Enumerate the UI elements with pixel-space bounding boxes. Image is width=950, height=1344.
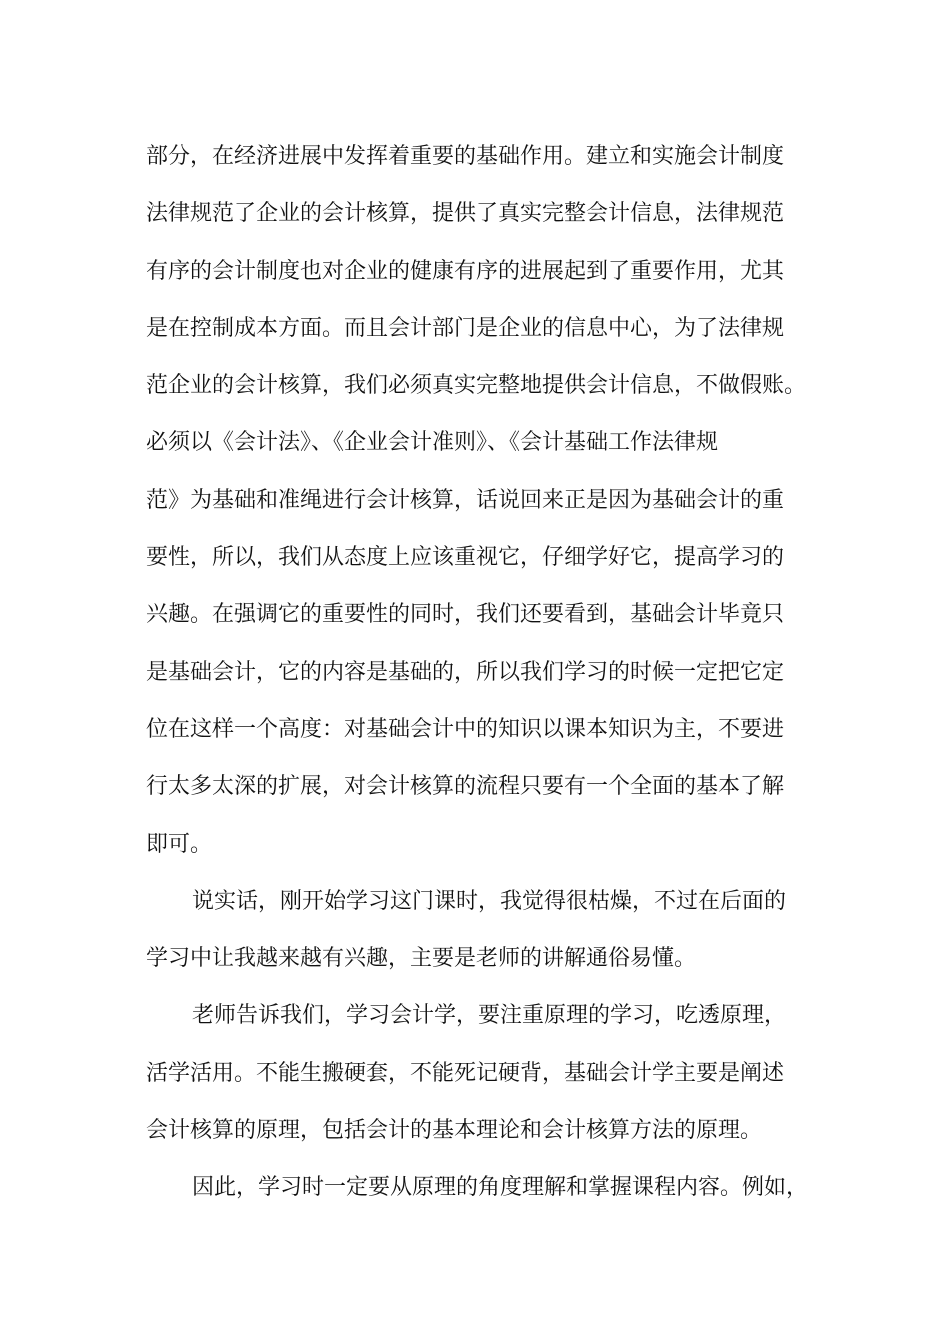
body-text bbox=[146, 128, 826, 1217]
text-line: 要性，所以，我们从态度上应该重视它，仔细学好它，提高学习的 bbox=[146, 545, 785, 571]
text-line: 行太多太深的扩展，对会计核算的流程只要有一个全面的基本了解 bbox=[146, 774, 785, 800]
text-line: 有序的会计制度也对企业的健康有序的进展起到了重要作用，尤其 bbox=[146, 258, 785, 284]
text-line: 学习中让我越来越有兴趣，主要是老师的讲解通俗易懂。 bbox=[146, 946, 697, 972]
paragraph-first-line: 老师告诉我们，学习会计学，要注重原理的学习，吃透原理， bbox=[192, 1003, 787, 1029]
text-line: 必须以《会计法》、《企业会计准则》、《会计基础工作法律规 bbox=[146, 430, 719, 456]
text-line: 范》为基础和准绳进行会计核算，话说回来正是因为基础会计的重 bbox=[146, 487, 785, 513]
text-line: 法律规范了企业的会计核算，提供了真实完整会计信息，法律规范 bbox=[146, 201, 785, 227]
paragraph-first-line: 说实话，刚开始学习这门课时，我觉得很枯燥，不过在后面的 bbox=[192, 888, 787, 914]
text-line: 是在控制成本方面。而且会计部门是企业的信息中心，为了法律规 bbox=[146, 315, 785, 341]
text-line: 会计核算的原理，包括会计的基本理论和会计核算方法的原理。 bbox=[146, 1118, 763, 1144]
text-line: 是基础会计，它的内容是基础的，所以我们学习的时候一定把它定 bbox=[146, 659, 785, 685]
text-line: 部分，在经济进展中发挥着重要的基础作用。建立和实施会计制度 bbox=[146, 144, 785, 169]
text-line: 即可。 bbox=[146, 831, 213, 857]
text-line: 范企业的会计核算，我们必须真实完整地提供会计信息，不做假账。 bbox=[146, 373, 807, 399]
text-line: 位在这样一个高度：对基础会计中的知识以课本知识为主，不要进 bbox=[146, 716, 785, 742]
text-line: 兴趣。在强调它的重要性的同时，我们还要看到，基础会计毕竟只 bbox=[146, 602, 785, 628]
text-line: 活学活用。不能生搬硬套，不能死记硬背，基础会计学主要是阐述 bbox=[146, 1060, 785, 1086]
paragraph-first-line: 因此，学习时一定要从原理的角度理解和掌握课程内容。例如， bbox=[192, 1175, 809, 1201]
